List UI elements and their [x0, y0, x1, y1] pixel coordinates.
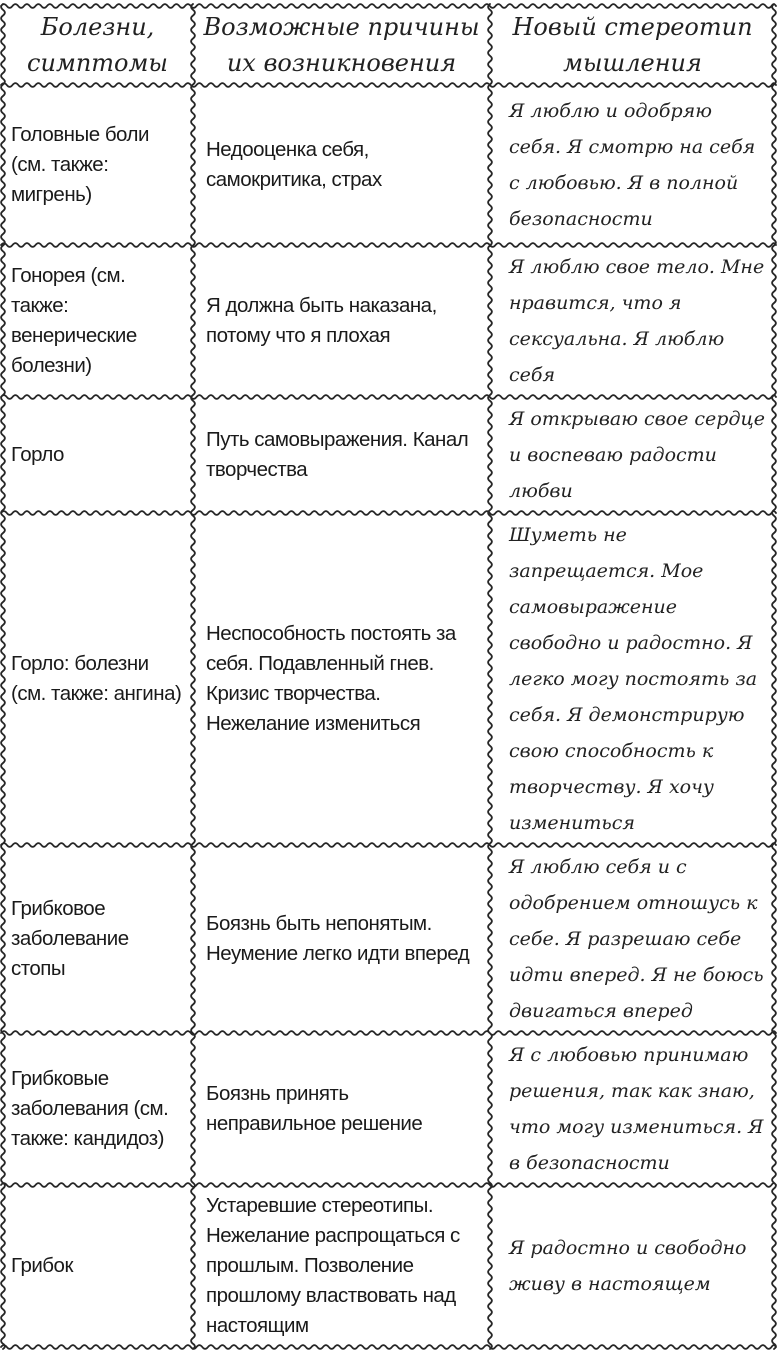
table-header-row	[2, 5, 775, 85]
table-row	[2, 513, 775, 845]
cell-affirmation: Я радостно и свободно живу в настоящем	[509, 1237, 747, 1295]
cell-cause: Боязнь быть непонятым. Неумение легко идти вперед	[206, 912, 470, 965]
table-row	[2, 1033, 775, 1185]
cell-symptom: Горло	[11, 443, 64, 466]
cell-symptom: Головные боли (см. также: мигрень)	[11, 123, 149, 206]
cell-cause: Неспособность постоять за себя. Подавленный гнев. Кризис творчества. Нежелание измениться	[206, 622, 456, 735]
table-row	[2, 85, 775, 245]
cell-cause: Боязнь принять неправильное решение	[206, 1082, 423, 1135]
cell-symptom: Грибковые заболевания (см. также: кандидоз)	[11, 1067, 169, 1150]
cell-symptom: Грибок	[11, 1254, 73, 1277]
cell-cause: Я должна быть наказана, потому что я плохая	[206, 294, 437, 347]
column-header-causes: Возможные причины их возникновения	[203, 13, 480, 77]
cell-cause: Устаревшие стереотипы. Нежелание распрощаться с прошлым. Позволение прошлому властвовать над настоящим	[206, 1194, 460, 1337]
cell-affirmation: Я люблю свое тело. Мне нравится, что я сексуальна. Я люблю себя	[509, 256, 765, 386]
cell-affirmation: Я люблю себя и с одобрением отношусь к себе. Я разрешаю себе идти вперед. Я не боюсь двигаться вперед	[509, 856, 764, 1022]
column-header-diseases: Болезни, симптомы	[27, 13, 168, 77]
cell-symptom: Горло: болезни (см. также: ангина)	[11, 652, 182, 705]
cell-symptom: Гонорея (см. также: венерические болезни)	[11, 264, 137, 377]
affirmations-table	[2, 5, 775, 1347]
column-header-new-thought: Новый стереотип мышления	[512, 13, 753, 77]
table-row	[2, 1185, 775, 1347]
cell-cause: Недооценка себя, самокритика, страх	[206, 138, 382, 191]
cell-symptom: Грибковое заболевание стопы	[11, 897, 129, 980]
cell-affirmation: Я люблю и одобряю себя. Я смотрю на себя с любовью. Я в полной безопасности	[509, 100, 756, 230]
cell-cause: Путь самовыражения. Канал творчества	[206, 428, 469, 481]
table-row	[2, 397, 775, 513]
cell-affirmation: Я открываю свое сердце и воспеваю радости любви	[509, 408, 765, 502]
table-row	[2, 245, 775, 397]
cell-affirmation: Шуметь не запрещается. Мое самовыражение свободно и радостно. Я легко могу постоять за себя. Я демонстрирую свою способность к творчеству. Я хочу измениться	[509, 524, 758, 834]
cell-affirmation: Я с любовью принимаю решения, так как знаю, что могу измениться. Я в безопасности	[509, 1044, 764, 1174]
table-row	[2, 845, 775, 1033]
